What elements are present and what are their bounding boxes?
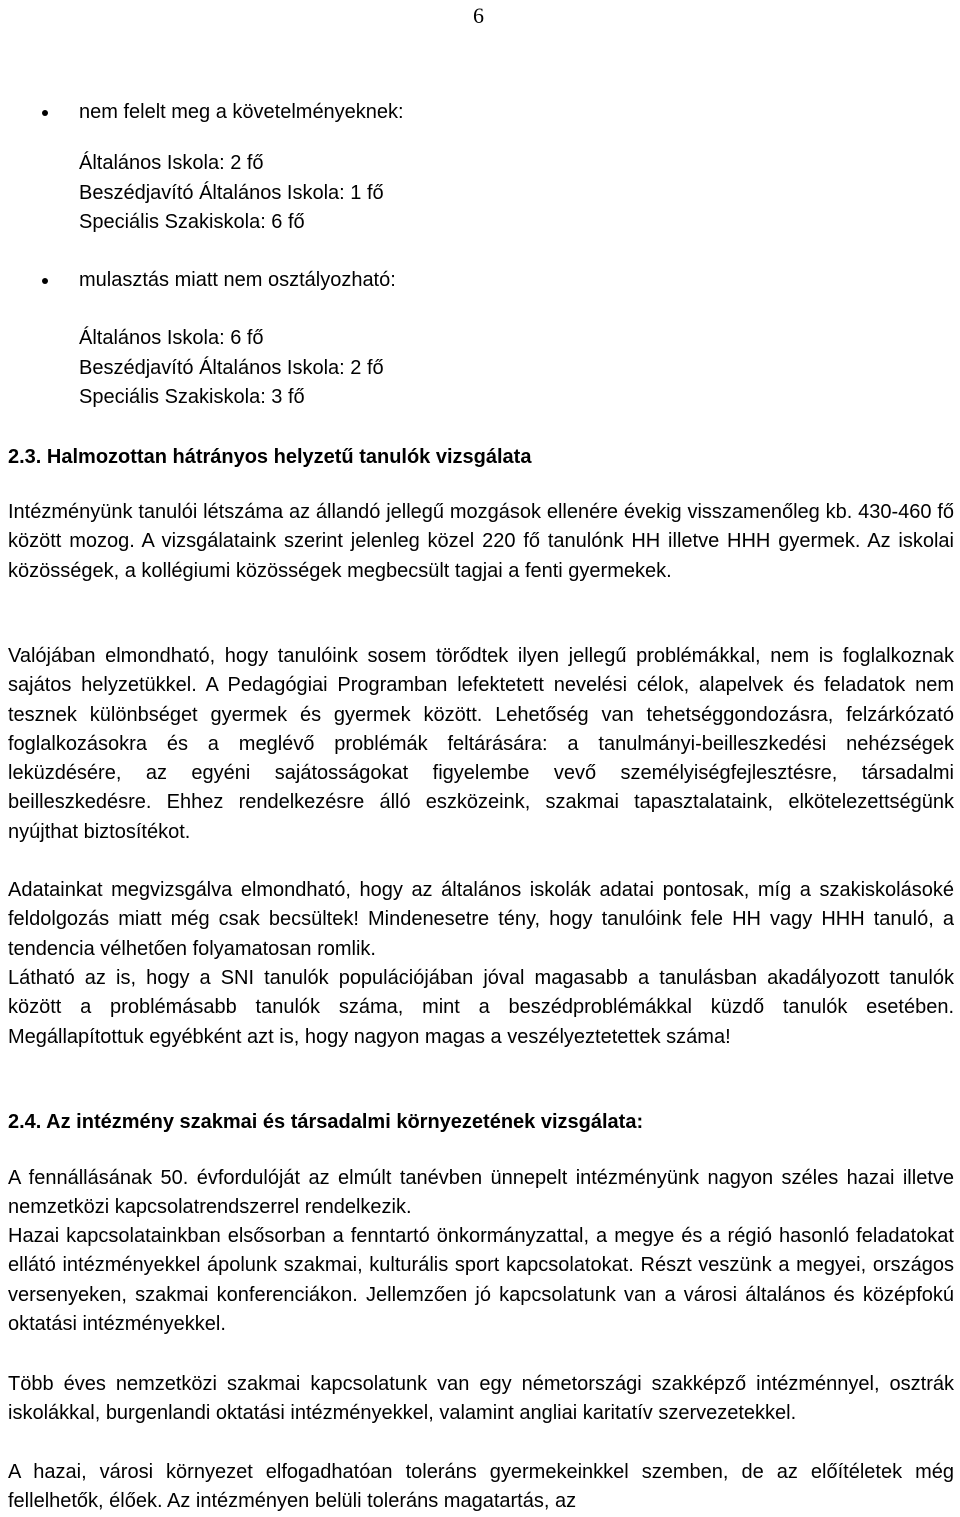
bullet-heading: nem felelt meg a követelményeknek: [79,101,404,123]
list-item: Beszédjavító Általános Iskola: 1 fő [79,181,384,204]
paragraph: Hazai kapcsolatainkban elsősorban a fenntartó önkormányzattal, a megye és a régió hasonló feladatokat ellátó intézményekkel ápolunk szakmai, kulturális sport kapcsolatokat. Részt veszünk a megyei, országos versenyeken, szakmai konferenciákon. Jellemzően jó kapcsolatunk van a városi általános és középfokú oktatási intézményekkel. [8,1225,954,1335]
paragraph: Intézményünk tanulói létszáma az állandó jellegű mozgások ellenére évekig visszamenőleg kb. 430-460 fő között mozog. A vizsgálataink szerint jelenleg közel 220 fő tanulónk HH illetve HHH gyermek. Az iskolai közösségek, a kollégiumi közösségek megbecsült tagjai a fenti gyermekek. [8,501,954,582]
bullet-icon [42,278,48,284]
list-item: Speciális Szakiskola: 6 fő [79,211,305,233]
list-item: Általános Iskola: 6 fő [79,327,264,349]
section-heading: 2.3. Halmozottan hátrányos helyzetű tanulók vizsgálata [8,446,532,468]
section-heading: 2.4. Az intézmény szakmai és társadalmi környezetének vizsgálata: [8,1111,644,1133]
bullet-heading: mulasztás miatt nem osztályozható: [79,269,396,291]
list-item: Általános Iskola: 2 fő [79,152,264,174]
school-list [79,324,384,413]
paragraph: A hazai, városi környezet elfogadhatóan toleráns gyermekeinkkel szemben, de az előítéletek még fellelhetők, élőek. Az intézményen belüli toleráns magatartás, az [8,1461,954,1513]
paragraph: Több éves nemzetközi szakmai kapcsolatunk van egy németországi szakképző intézménnyel, osztrák iskolákkal, burgenlandi oktatási intézményekkel, valamint angliai karitatív szervezetekkel. [8,1373,954,1425]
paragraph: Valójában elmondható, hogy tanulóink sosem törődtek ilyen jellegű problémákkal, nem is foglalkoznak sajátos helyzetükkel. A Pedagógiai Programban lefektetett nevelési célok, alapelvek és feladatok nem tesznek különbséget gyermek és gyermek között. Lehetőség van tehetséggondozásra, felzárkózató foglalkozásokra és a meglévő problémák feltárására: a tanulmányi-beilleszkedési nehézségek leküzdésére, az egyéni sajátosságokat figyelembe vevő személyiségfejlesztésre, társadalmi beilleszkedésre. Ehhez rendelkezésre álló eszközeink, szakmai tapasztalataink, elkötelezettségünk nyújthat biztosítékot. [8,645,954,843]
list-item: Beszédjavító Általános Iskola: 2 fő [79,356,384,379]
school-list [79,149,384,238]
list-item: Speciális Szakiskola: 3 fő [79,386,305,408]
paragraph: A fennállásának 50. évfordulóját az elmúlt tanévben ünnepelt intézményünk nagyon széles hazai illetve nemzetközi kapcsolatrendszerrel rendelkezik. [8,1167,954,1219]
paragraph: Adatainkat megvizsgálva elmondható, hogy az általános iskolák adatai pontosak, míg a szakiskolásoké feldolgozás miatt még csak becsültek! Mindenesetre tény, hogy tanulóink fele HH vagy HHH tanuló, a tendencia vélhetően folyamatosan romlik. [8,879,954,960]
paragraph: Látható az is, hogy a SNI tanulók populációjában jóval magasabb a tanulásban akadályozott tanulók között a problémásabb tanulók száma, mint a beszédproblémákkal küzdő tanulók esetében. Megállapítottuk egyébként azt is, hogy nagyon magas a veszélyeztetettek száma! [8,967,954,1048]
page-number: 6 [473,3,484,28]
bullet-icon [42,110,48,116]
